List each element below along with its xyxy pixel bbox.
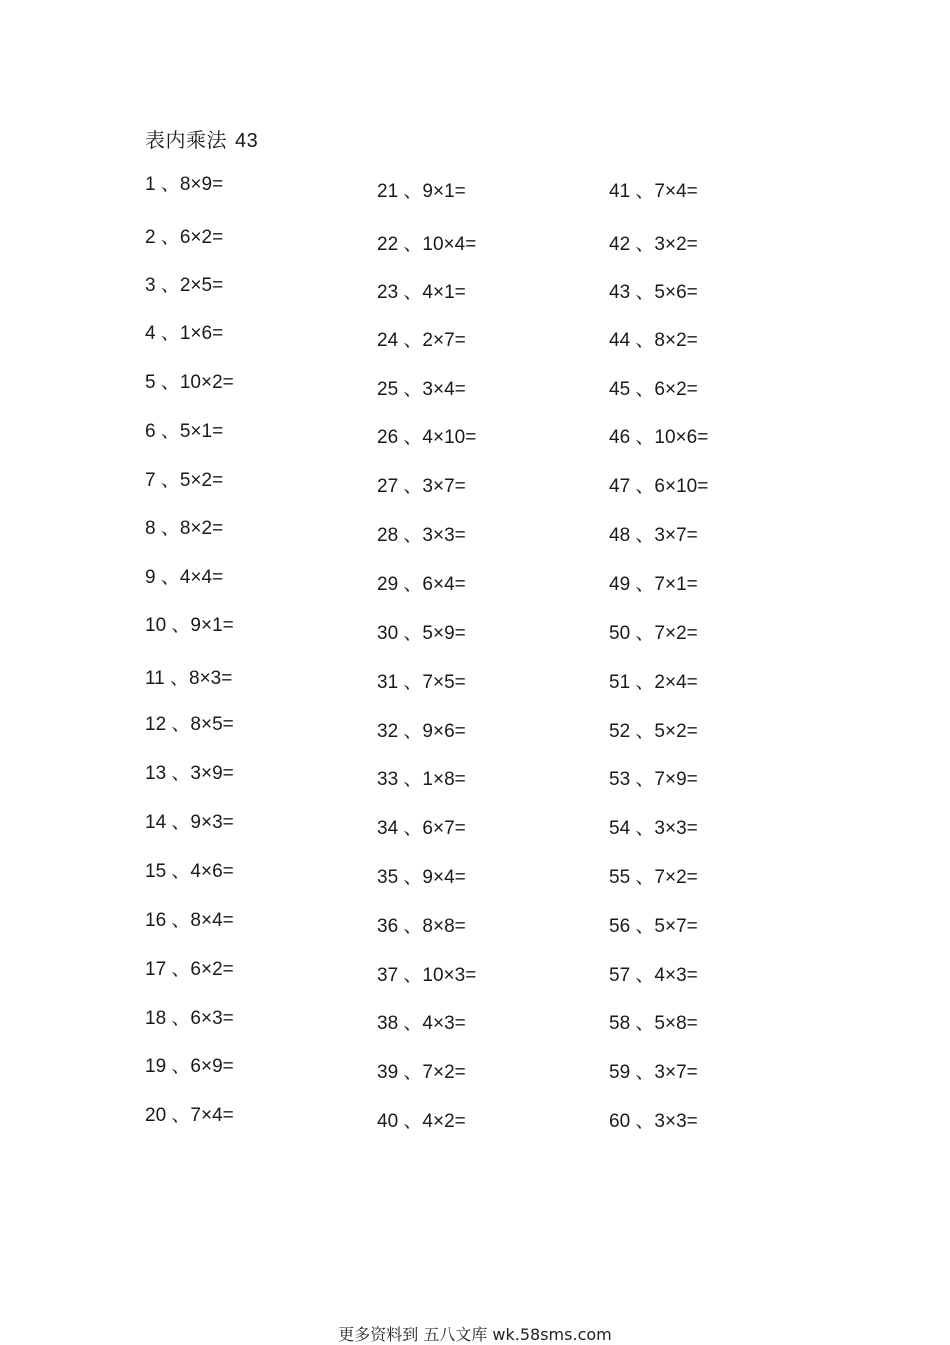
problem-item: 53 、7×9= (609, 769, 698, 790)
problem-item: 3 、2×5= (145, 275, 224, 296)
problem-item: 36 、8×8= (377, 916, 466, 937)
problem-item: 23 、4×1= (377, 282, 466, 303)
problem-item: 55 、7×2= (609, 867, 698, 888)
problem-item: 41 、7×4= (609, 181, 698, 202)
problem-item: 13 、3×9= (145, 763, 234, 784)
problem-item: 32 、9×6= (377, 721, 466, 742)
worksheet-title (145, 124, 258, 153)
problem-item: 25 、3×4= (377, 379, 466, 400)
problem-item: 45 、6×2= (609, 379, 698, 400)
problem-item: 1 、8×9= (145, 174, 224, 195)
problem-item: 52 、5×2= (609, 721, 698, 742)
problem-item: 54 、3×3= (609, 818, 698, 839)
problem-item: 9 、4×4= (145, 567, 224, 588)
problem-item: 57 、4×3= (609, 965, 698, 986)
problem-item: 27 、3×7= (377, 476, 466, 497)
problem-item: 10 、9×1= (145, 615, 234, 636)
title-text: 表内乘法 (145, 128, 227, 152)
problem-item: 2 、6×2= (145, 227, 224, 248)
title-number: 43 (235, 130, 259, 152)
problem-item: 46 、10×6= (609, 427, 709, 448)
problem-item: 7 、5×2= (145, 470, 224, 491)
problem-item: 19 、6×9= (145, 1056, 234, 1077)
problem-item: 30 、5×9= (377, 623, 466, 644)
problem-item: 11 、8×3= (145, 668, 233, 689)
problem-item: 40 、4×2= (377, 1111, 466, 1132)
problem-item: 48 、3×7= (609, 525, 698, 546)
problem-item: 39 、7×2= (377, 1062, 466, 1083)
problem-item: 22 、10×4= (377, 234, 477, 255)
problem-item: 5 、10×2= (145, 372, 234, 393)
problem-item: 38 、4×3= (377, 1013, 466, 1034)
problem-item: 33 、1×8= (377, 769, 466, 790)
problem-item: 31 、7×5= (377, 672, 466, 693)
problem-item: 42 、3×2= (609, 234, 698, 255)
problem-item: 8 、8×2= (145, 518, 224, 539)
problem-item: 21 、9×1= (377, 181, 466, 202)
problem-item: 15 、4×6= (145, 861, 234, 882)
problem-item: 50 、7×2= (609, 623, 698, 644)
problem-item: 60 、3×3= (609, 1111, 698, 1132)
problem-item: 35 、9×4= (377, 867, 466, 888)
problem-item: 51 、2×4= (609, 672, 698, 693)
problem-item: 28 、3×3= (377, 525, 466, 546)
problem-item: 49 、7×1= (609, 574, 698, 595)
problem-item: 20 、7×4= (145, 1105, 234, 1126)
problem-item: 18 、6×3= (145, 1008, 234, 1029)
problem-item: 47 、6×10= (609, 476, 709, 497)
problem-item: 59 、3×7= (609, 1062, 698, 1083)
problem-item: 37 、10×3= (377, 965, 477, 986)
problem-item: 14 、9×3= (145, 812, 234, 833)
problem-item: 17 、6×2= (145, 959, 234, 980)
problem-item: 58 、5×8= (609, 1013, 698, 1034)
problem-item: 6 、5×1= (145, 421, 224, 442)
problem-item: 24 、2×7= (377, 330, 466, 351)
problem-item: 34 、6×7= (377, 818, 466, 839)
problem-item: 16 、8×4= (145, 910, 234, 931)
problem-item: 4 、1×6= (145, 323, 224, 344)
problem-item: 43 、5×6= (609, 282, 698, 303)
problem-item: 26 、4×10= (377, 427, 477, 448)
problem-item: 29 、6×4= (377, 574, 466, 595)
footer-watermark: 更多资料到 五八文库 wk.58sms.com (338, 1325, 612, 1344)
problem-item: 44 、8×2= (609, 330, 698, 351)
problem-item: 56 、5×7= (609, 916, 698, 937)
problem-item: 12 、8×5= (145, 714, 234, 735)
